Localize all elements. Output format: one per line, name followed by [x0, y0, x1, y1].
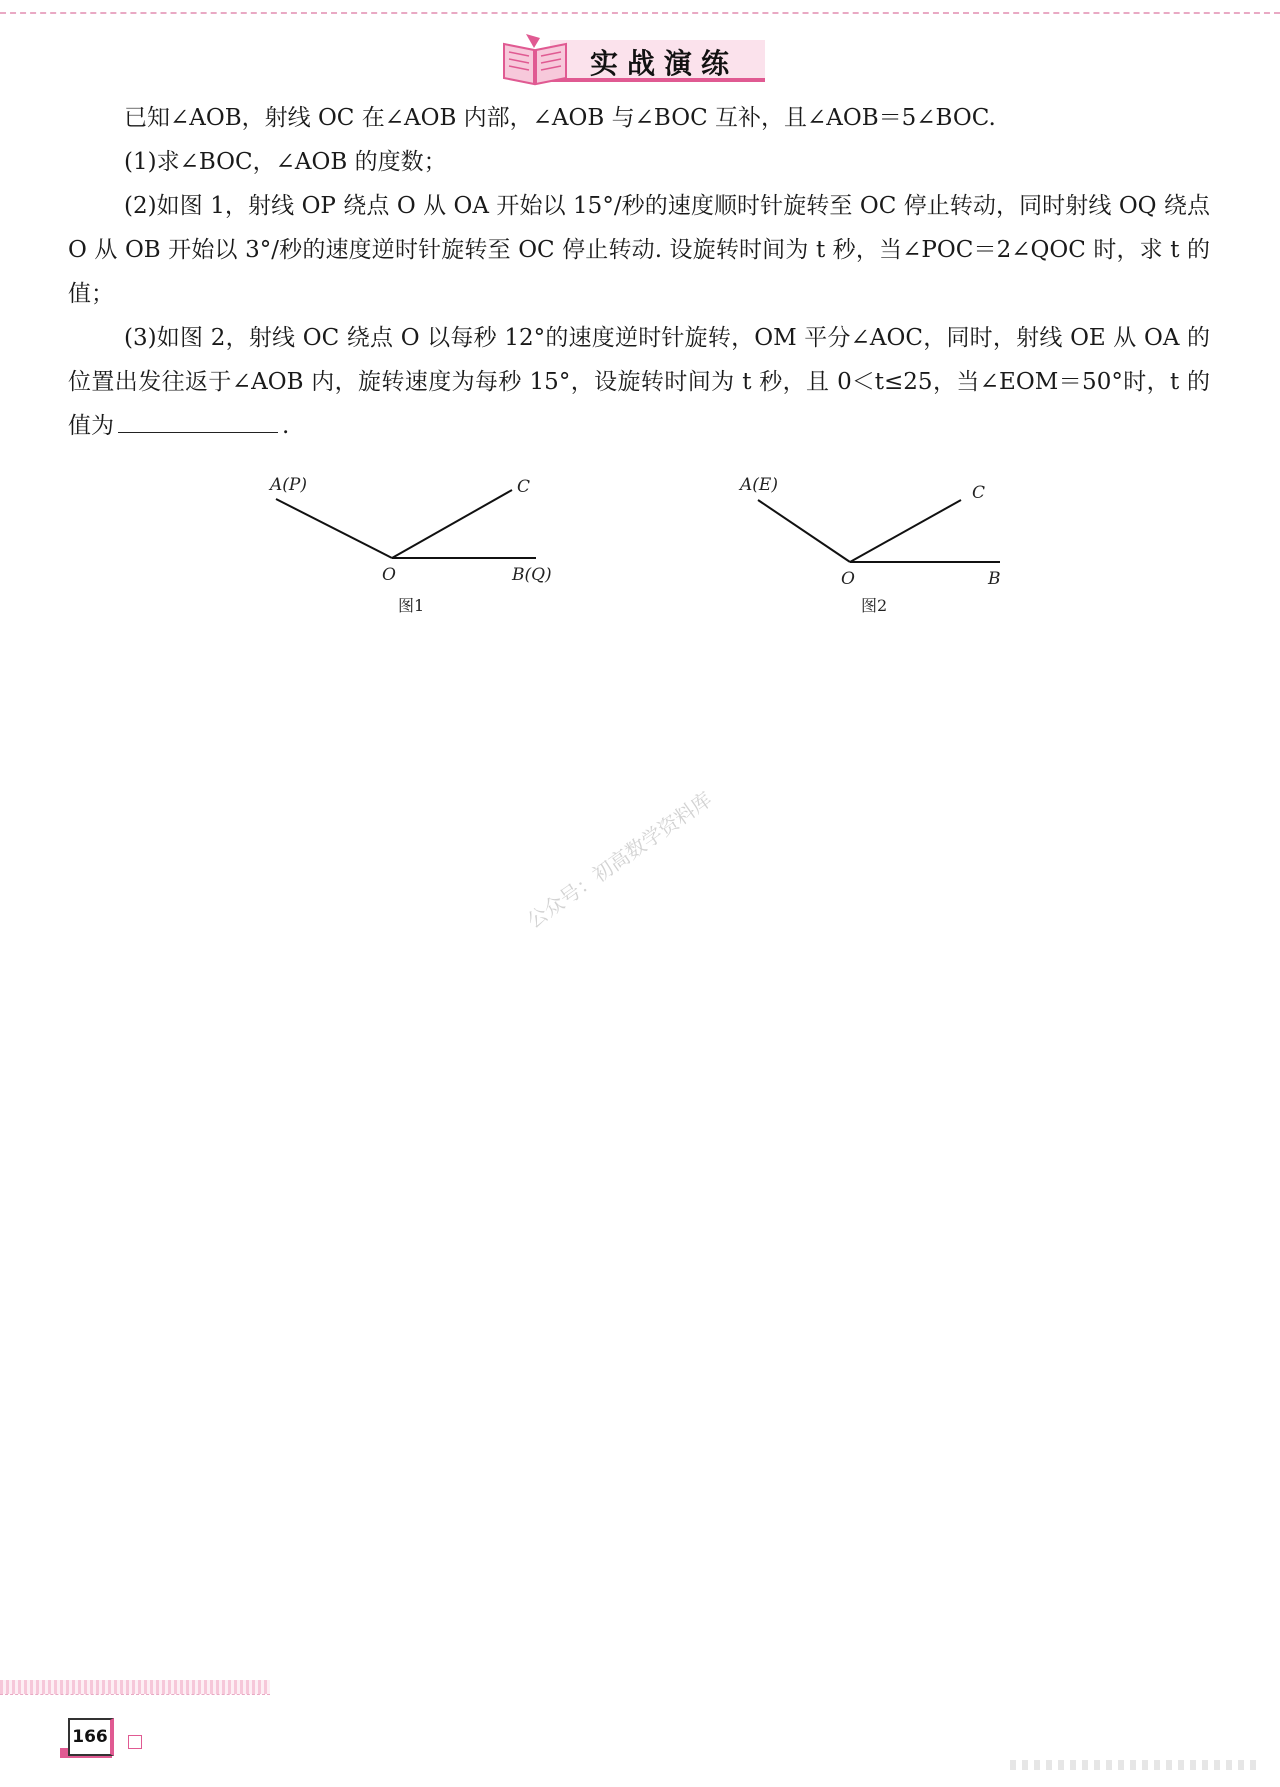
figure-1: [250, 466, 570, 630]
label-c: C: [972, 483, 986, 503]
problem-part-2: (2)如图 1，射线 OP 绕点 O 从 OA 开始以 15°/秒的速度顺时针旋转至 OC 停止转动，同时射线 OQ 绕点 O 从 OB 开始以 3°/秒的速度逆时针旋转至 OC 停止转动. 设旋转时间为 t 秒，当∠POC＝2∠QOC 时，求 t 的值；: [68, 193, 1210, 307]
figure-2-caption: 图2: [861, 596, 888, 615]
ray-oc: [392, 490, 512, 558]
scan-artifact: [1010, 1760, 1260, 1770]
label-a-e: A(E): [740, 475, 778, 495]
problem-text: [68, 96, 1210, 448]
section-title: 实战演练: [590, 47, 739, 80]
problem-part-3-text: (3)如图 2，射线 OC 绕点 O 以每秒 12°的速度逆时针旋转，OM 平分∠AOC，同时，射线 OE 从 OA 的位置出发往返于∠AOB 内，旋转速度为每秒 15°，设旋转时间为 t 秒，且 0＜t≤25，当∠EOM＝50°时，t 的值为: [68, 325, 1210, 439]
label-b-q: B(Q): [512, 565, 552, 585]
watermark-text: 公众号：初高数学资料库: [522, 787, 717, 933]
figure-2: [735, 466, 1055, 630]
label-a-p: A(P): [270, 475, 307, 495]
problem-intro: 已知∠AOB，射线 OC 在∠AOB 内部，∠AOB 与∠BOC 互补，且∠AOB＝5∠BOC.: [124, 105, 996, 131]
label-o: O: [382, 565, 396, 585]
open-book-icon: [500, 30, 570, 88]
problem-part-3: [68, 316, 1210, 448]
figure-1-caption: 图1: [398, 596, 425, 615]
ray-oa: [758, 500, 850, 562]
label-c: C: [517, 477, 531, 497]
ray-oc: [850, 500, 961, 562]
problem-part-1: (1)求∠BOC，∠AOB 的度数；: [124, 149, 447, 175]
page-number: 166: [68, 1718, 114, 1756]
footer-band: [0, 1680, 270, 1694]
label-o: O: [841, 569, 855, 589]
section-header: [500, 30, 770, 88]
footer-dashed-line: [0, 1694, 270, 1695]
top-dashed-border: [0, 12, 1280, 14]
answer-blank[interactable]: [118, 404, 278, 433]
label-b: B: [988, 569, 1001, 589]
square-icon: [128, 1735, 142, 1749]
ray-oa: [276, 499, 392, 558]
problem-part-3-end: .: [282, 413, 290, 439]
